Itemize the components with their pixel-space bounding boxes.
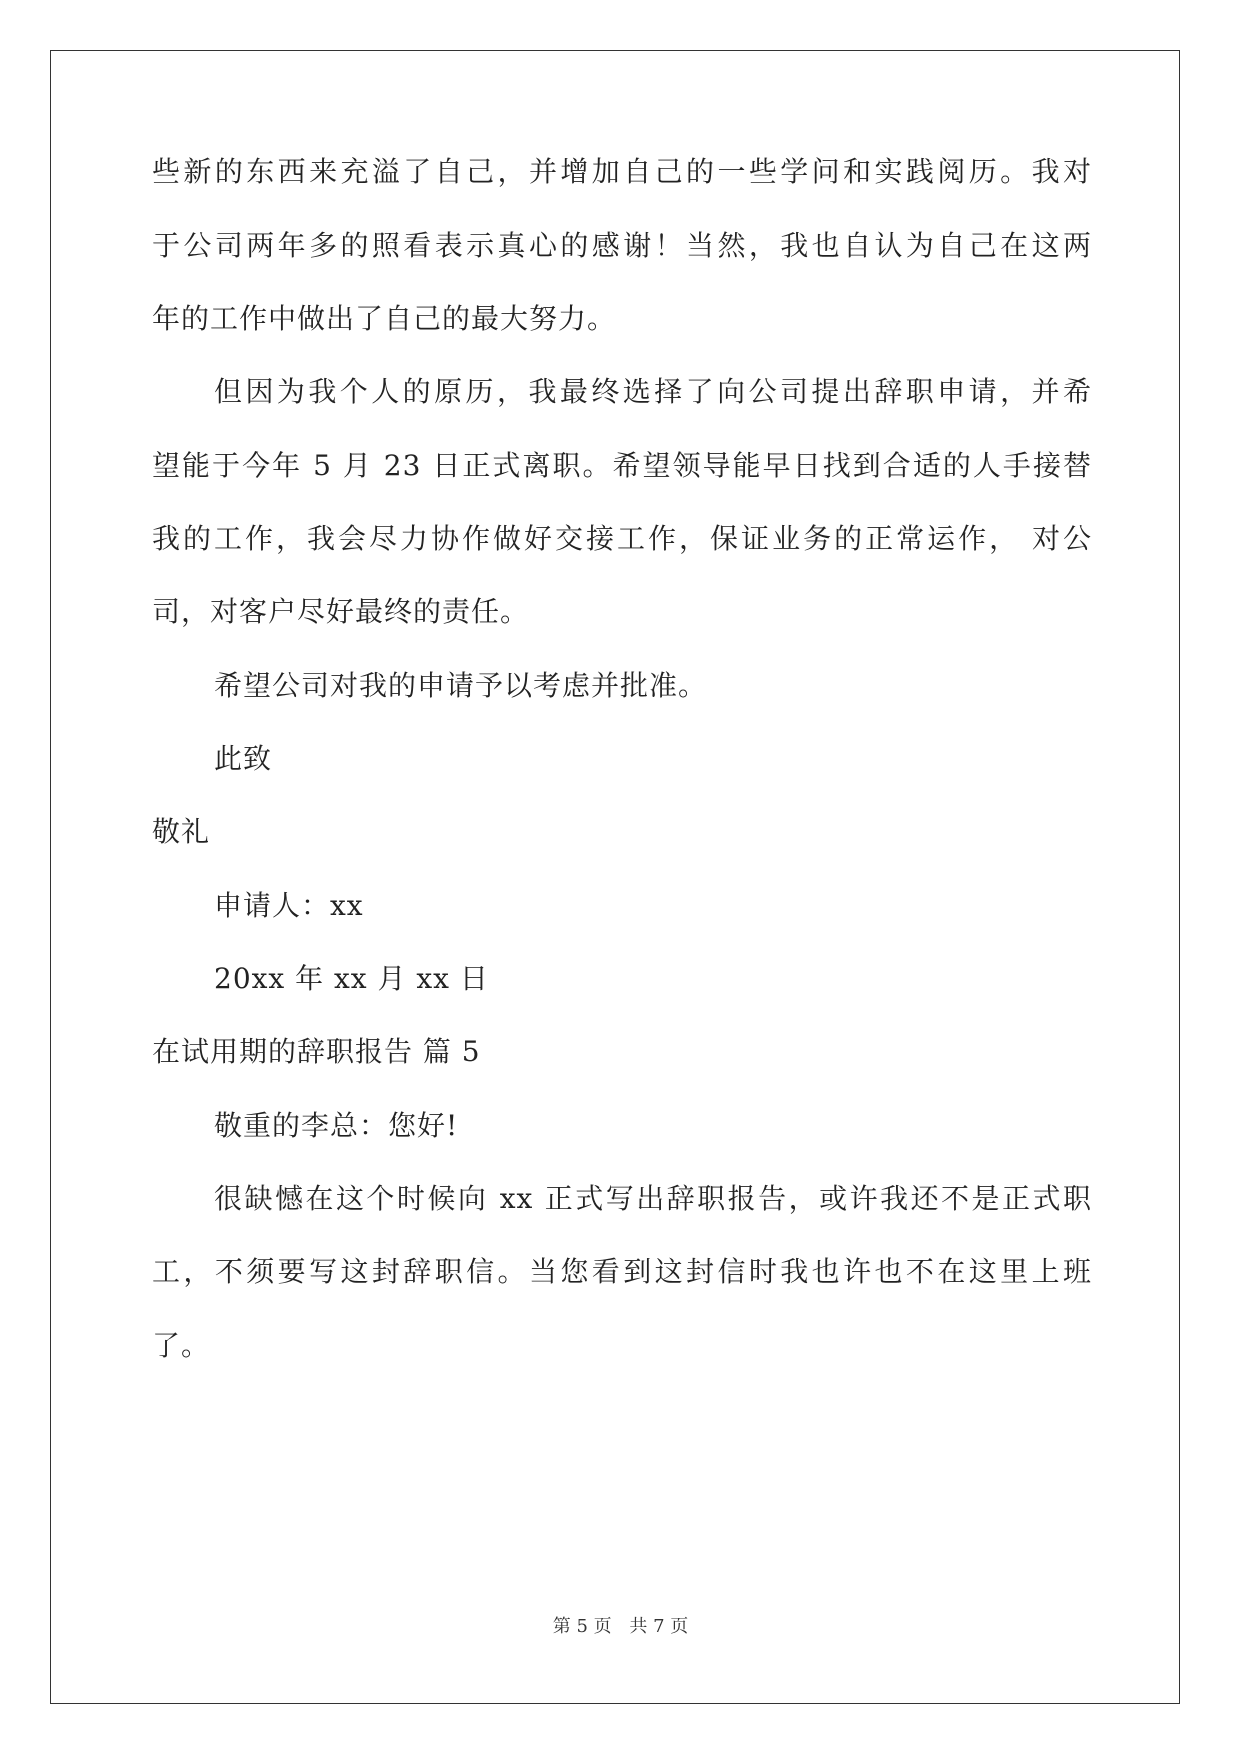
body-line-2: 于公司两年多的照看表示真心的感谢！当然，我也自认为自己在这两 — [152, 229, 1092, 262]
closing-greeting: 此致 — [214, 742, 273, 775]
body-line-1: 些新的东西来充溢了自己，并增加自己的一些学问和实践阅历。我对 — [152, 155, 1092, 188]
salutation: 敬重的李总：您好! — [214, 1109, 459, 1142]
closing-salute: 敬礼 — [152, 815, 211, 848]
body-line-3: 年的工作中做出了自己的最大努力。 — [152, 302, 617, 335]
request-line: 希望公司对我的申请予以考虑并批准。 — [214, 669, 708, 702]
body-line-8: 很缺憾在这个时候向 xx 正式写出辞职报告，或许我还不是正式职 — [214, 1182, 1092, 1215]
page-number-current: 第 5 页 — [552, 1616, 612, 1637]
applicant-signature: 申请人：xx — [214, 889, 364, 922]
body-line-5: 望能于今年 5 月 23 日正式离职。希望领导能早日找到合适的人手接替 — [152, 449, 1092, 482]
page-footer — [0, 1615, 1241, 1639]
body-line-10: 了。 — [152, 1329, 211, 1362]
page-number-total: 共 7 页 — [629, 1616, 689, 1637]
body-line-4: 但因为我个人的原历，我最终选择了向公司提出辞职申请，并希 — [214, 375, 1092, 408]
body-line-7: 司，对客户尽好最终的责任。 — [152, 595, 530, 628]
signature-date: 20xx 年 xx 月 xx 日 — [214, 962, 489, 995]
body-line-6: 我的工作，我会尽力协作做好交接工作，保证业务的正常运作， 对公 — [152, 522, 1092, 555]
section-heading: 在试用期的辞职报告 篇 5 — [152, 1035, 481, 1068]
body-line-9: 工，不须要写这封辞职信。当您看到这封信时我也许也不在这里上班 — [152, 1255, 1092, 1288]
